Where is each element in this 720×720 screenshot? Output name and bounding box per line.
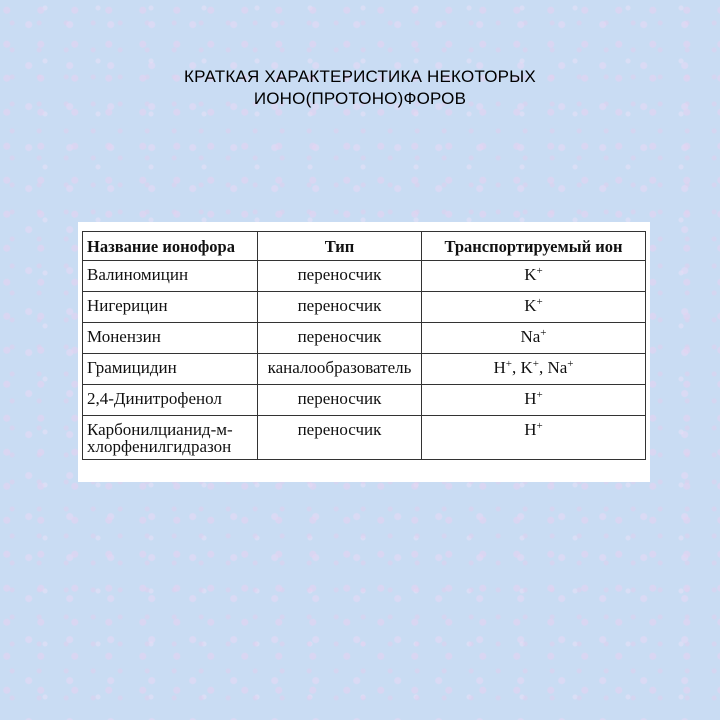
- cell-type: переносчик: [258, 292, 422, 323]
- cell-ion: H+: [422, 416, 646, 460]
- table-row: [83, 261, 646, 292]
- ion-charge: +: [536, 420, 543, 432]
- cell-name: Грамицидин: [83, 354, 258, 385]
- ion-charge: +: [540, 327, 547, 339]
- ion-charge: +: [567, 358, 574, 370]
- table-row: [83, 292, 646, 323]
- cell-ion: K+: [422, 292, 646, 323]
- title-line-2: ИОНО(ПРОТОНО)ФОРОВ: [253, 89, 467, 108]
- cell-type: переносчик: [258, 261, 422, 292]
- cell-type: переносчик: [258, 323, 422, 354]
- title-line-1: КРАТКАЯ ХАРАКТЕРИСТИКА НЕКОТОРЫХ: [184, 67, 536, 86]
- cell-ion: H+, K+, Na+: [422, 354, 646, 385]
- ion-charge: +: [536, 296, 543, 308]
- cell-type: переносчик: [258, 385, 422, 416]
- cell-ion: K+: [422, 261, 646, 292]
- cell-type: каналообразователь: [258, 354, 422, 385]
- ion-charge: +: [505, 358, 512, 370]
- table-row: [83, 354, 646, 385]
- cell-ion: H+: [422, 385, 646, 416]
- cell-name: Валиномицин: [83, 261, 258, 292]
- ionophore-table: [82, 231, 646, 460]
- cell-name: 2,4-Динитрофенол: [83, 385, 258, 416]
- table-row: [83, 385, 646, 416]
- header-type: Тип: [258, 232, 422, 261]
- cell-name: Нигерицин: [83, 292, 258, 323]
- cell-type: переносчик: [258, 416, 422, 460]
- ion-charge: +: [532, 358, 539, 370]
- cell-name: Монензин: [83, 323, 258, 354]
- table-row: [83, 323, 646, 354]
- cell-name: Карбонилцианид-м-хлорфенилгидразон: [83, 416, 258, 460]
- header-ion: Транспортируемый ион: [422, 232, 646, 261]
- page-title: [0, 66, 720, 110]
- table-row: [83, 416, 646, 460]
- ion-charge: +: [536, 265, 543, 277]
- ionophore-table-image: [78, 222, 650, 482]
- header-name: Название ионофора: [83, 232, 258, 261]
- cell-ion: Na+: [422, 323, 646, 354]
- table-header-row: [83, 232, 646, 261]
- ion-charge: +: [536, 389, 543, 401]
